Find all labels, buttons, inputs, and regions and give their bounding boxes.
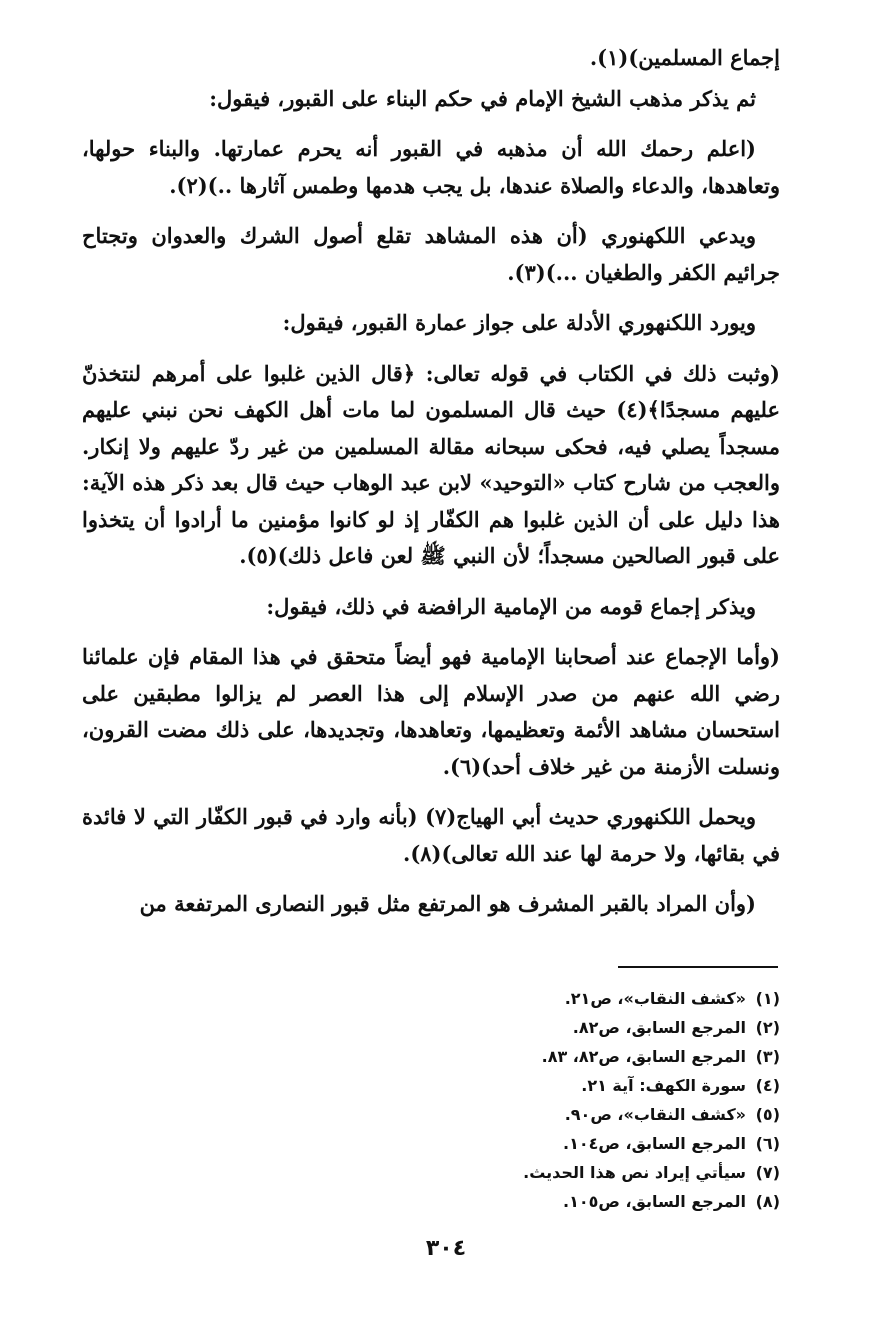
page-number: ٣٠٤ xyxy=(425,1236,467,1261)
footnote-text: سورة الكهف: آية ٢١. xyxy=(581,1076,746,1095)
paragraph-7: ويذكر إجماع قومه من الإمامية الرافضة في ذلك، فيقول: xyxy=(266,593,756,619)
footnote-number: (٨) xyxy=(755,1192,780,1211)
paragraph-8: (وأما الإجماع عند أصحابنا الإمامية فهو أيضاً متحقق في هذا المقام فإن علمائنا رضي الله عنهم من صدر الإسلام إلى هذا العصر لم يزالوا مطبقين على استحسان مشاهد الأئمة وتعظيمها، وتعاهدها، وتجديدها، على ذلك مضت القرون، ونسلت الأزمنة من غير خلاف أحد)(٦). xyxy=(82,644,780,779)
footnote-number: (٥) xyxy=(755,1105,780,1124)
body-text xyxy=(82,40,780,937)
paragraph-9: ويحمل اللكنهوري حديث أبي الهياج(٧) (بأنه وارد في قبور الكفّار التي لا فائدة في بقائها، ولا حرمة لها عند الله تعالى)(٨). xyxy=(82,804,780,866)
footnote-divider xyxy=(618,966,778,968)
footnote-item xyxy=(280,1100,780,1129)
footnote-text: «كشف النقاب»، ص٩٠. xyxy=(564,1105,746,1124)
footnote-text: المرجع السابق، ص١٠٤. xyxy=(563,1134,746,1153)
footnote-text: سيأتي إيراد نص هذا الحديث. xyxy=(523,1163,746,1182)
footnote-item xyxy=(280,1042,780,1071)
paragraph-2: ثم يذكر مذهب الشيخ الإمام في حكم البناء على القبور، فيقول: xyxy=(209,85,756,111)
footnote-item xyxy=(280,1158,780,1187)
footnote-number: (٢) xyxy=(755,1018,780,1037)
footnote-number: (٤) xyxy=(755,1076,780,1095)
footnote-number: (٧) xyxy=(755,1163,780,1182)
paragraph-3: (اعلم رحمك الله أن مذهبه في القبور أنه يحرم عمارتها. والبناء حولها، وتعاهدها، والدعاء والصلاة عندها، بل يجب هدمها وطمس آثارها ..)(٢). xyxy=(82,136,780,198)
footnote-text: المرجع السابق، ص١٠٥. xyxy=(563,1192,746,1211)
paragraph-10: (وأن المراد بالقبر المشرف هو المرتفع مثل قبور النصارى المرتفعة من xyxy=(139,891,756,916)
footnote-number: (٣) xyxy=(755,1047,780,1066)
footnote-item xyxy=(280,1187,780,1216)
footnote-item xyxy=(280,1013,780,1042)
footnote-item xyxy=(280,1129,780,1158)
paragraph-6: (وثبت ذلك في الكتاب في قوله تعالى: ﴿قال الذين غلبوا على أمرهم لنتخذنّ عليهم مسجدًا﴾(٤) حيث قال المسلمون لما مات أهل الكهف نحن نبني عليهم مسجداً يصلي فيه، فحكى سبحانه مقالة المسلمين من غير ردّ عليهم ولا إنكار. والعجب من شارح كتاب «التوحيد» لابن عبد الوهاب حيث قال بعد ذكر هذه الآية: هذا دليل على أن الذين غلبوا هم الكفّار إذ لو كانوا مؤمنين ما أرادوا أن يتخذوا على قبور الصالحين مسجداً؛ لأن النبي ﷺ لعن فاعل ذلك)(٥). xyxy=(82,360,780,568)
footnote-text: «كشف النقاب»، ص٢١. xyxy=(564,989,746,1008)
footnote-text: المرجع السابق، ص٨٢، ٨٣. xyxy=(541,1047,746,1066)
paragraph-5: ويورد اللكنهوري الأدلة على جواز عمارة القبور، فيقول: xyxy=(282,310,756,335)
footnote-number: (٦) xyxy=(755,1134,780,1153)
footnote-item xyxy=(280,984,780,1013)
footnote-number: (١) xyxy=(755,989,780,1008)
footnote-item xyxy=(280,1071,780,1100)
paragraph-4: ويدعي اللكهنوري (أن هذه المشاهد تقلع أصول الشرك والعدوان وتجتاح جرائيم الكفر والطغيان ...)(٣). xyxy=(82,223,780,285)
footnote-text: المرجع السابق، ص٨٢. xyxy=(572,1018,746,1037)
footnotes xyxy=(280,984,780,1216)
paragraph-1: إجماع المسلمين)(١). xyxy=(589,45,780,70)
